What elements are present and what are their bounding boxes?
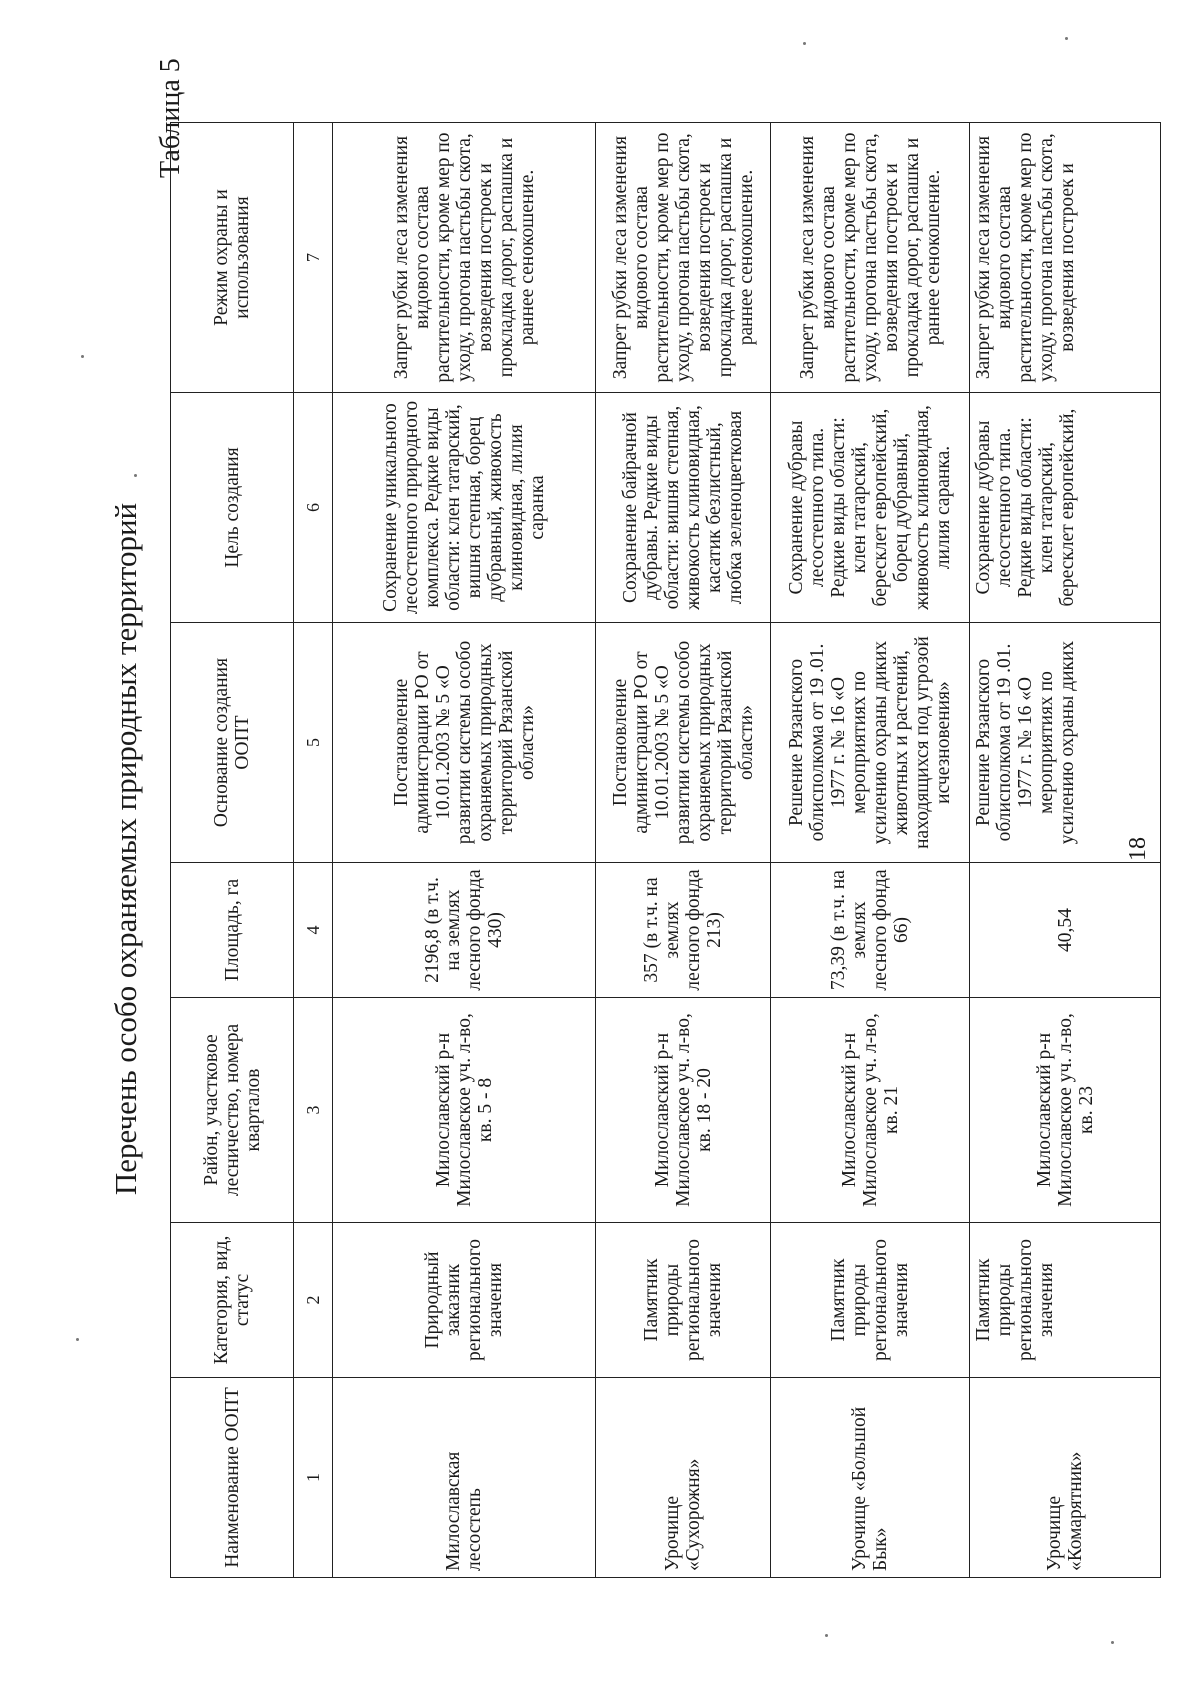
header-cell: Основание создания ООПТ bbox=[171, 623, 294, 863]
cell-basis: Решение Рязанского облисполкома от 19 .01. 1977 г. № 16 «О мероприятиях по усилению охраны диких животных и растений, находящихся под угрозой исчезновения» bbox=[771, 623, 970, 863]
header-cell: Режим охраны и использования bbox=[171, 123, 294, 393]
header-cell: Цель создания bbox=[171, 393, 294, 623]
table-caption: Таблица 5 bbox=[155, 58, 186, 178]
column-number: 3 bbox=[294, 998, 333, 1223]
cell-basis: Постановление администрации РО от 10.01.2003 № 5 «О развитии системы особо охраняемых природных территорий Рязанской области» bbox=[596, 623, 771, 863]
column-number-row bbox=[294, 123, 333, 1578]
column-number: 5 bbox=[294, 623, 333, 863]
cell-basis: Постановление администрации РО от 10.01.2003 № 5 «О развитии системы особо охраняемых природных территорий Рязанской области» bbox=[333, 623, 596, 863]
cell-regime: Запрет рубки леса изменения видового состава растительности, кроме мер по уходу, прогона пастьбы скота, возведения построек и прокладка дорог, распашка и раннее сенокошение. bbox=[771, 123, 970, 393]
cell-category: Природный заказник регионального значения bbox=[333, 1223, 596, 1378]
cell-district: Милославский р-н Милославское уч. л-во, кв. 18 - 20 bbox=[596, 998, 771, 1223]
header-cell: Площадь, га bbox=[171, 863, 294, 998]
scan-speck bbox=[76, 1338, 79, 1341]
cell-district: Милославский р-н Милославское уч. л-во, кв. 21 bbox=[771, 998, 970, 1223]
column-number: 4 bbox=[294, 863, 333, 998]
cell-name: Урочище «Сухорожня» bbox=[596, 1378, 771, 1578]
header-row bbox=[171, 123, 294, 1578]
scan-speck bbox=[134, 474, 137, 477]
column-number: 1 bbox=[294, 1378, 333, 1578]
scan-speck bbox=[1111, 1641, 1114, 1644]
cell-regime: Запрет рубки леса изменения видового состава растительности, кроме мер по уходу, прогона пастьбы скота, возведения построек и bbox=[970, 123, 1161, 393]
cell-district: Милославский р-н Милославское уч. л-во, кв. 23 bbox=[970, 998, 1161, 1223]
scan-speck bbox=[1065, 37, 1068, 40]
page-title: Перечень особо охраняемых природных территорий bbox=[108, 502, 143, 1196]
cell-basis: Решение Рязанского облисполкома от 19 .01. 1977 г. № 16 «О мероприятиях по усилению охраны диких bbox=[970, 623, 1161, 863]
header-cell: Категория, вид, статус bbox=[171, 1223, 294, 1378]
column-number: 2 bbox=[294, 1223, 333, 1378]
cell-purpose: Сохранение уникального лесостепного природного комплекса. Редкие виды области: клен татарский, вишня степная, борец дубравный, живокость клиновидная, лилия саранка bbox=[333, 393, 596, 623]
cell-purpose: Сохранение дубравы лесостепного типа. Редкие виды области: клен татарский, бересклет европейский, борец дубравный, живокость клиновидная, лилия саранка. bbox=[771, 393, 970, 623]
cell-category: Памятник природы регионального значения bbox=[771, 1223, 970, 1378]
cell-area: 2196,8 (в т.ч. на землях лесного фонда 430) bbox=[333, 863, 596, 998]
protected-areas-table bbox=[170, 122, 1161, 1578]
scan-speck bbox=[825, 1634, 828, 1637]
cell-name: Урочище «Большой Бык» bbox=[771, 1378, 970, 1578]
header-cell: Район, участковое лесничество, номера кварталов bbox=[171, 998, 294, 1223]
cell-category: Памятник природы регионального значения bbox=[596, 1223, 771, 1378]
cell-category: Памятник природы регионального значения bbox=[970, 1223, 1161, 1378]
page-number: 18 bbox=[1125, 837, 1151, 861]
scan-speck bbox=[81, 355, 84, 358]
cell-area: 73,39 (в т.ч. на землях лесного фонда 66) bbox=[771, 863, 970, 998]
cell-name: Милославская лесостепь bbox=[333, 1378, 596, 1578]
cell-regime: Запрет рубки леса изменения видового состава растительности, кроме мер по уходу, прогона пастьбы скота, возведения построек и прокладка дорог, распашка и раннее сенокошение. bbox=[596, 123, 771, 393]
table-row bbox=[596, 123, 771, 1578]
table-row bbox=[771, 123, 970, 1578]
cell-regime: Запрет рубки леса изменения видового состава растительности, кроме мер по уходу, прогона пастьбы скота, возведения построек и прокладка дорог, распашка и раннее сенокошение. bbox=[333, 123, 596, 393]
cell-purpose: Сохранение байрачной дубравы. Редкие виды области: вишня степная, живокость клиновидная, касатик безлистный, любка зеленоцветковая bbox=[596, 393, 771, 623]
column-number: 7 bbox=[294, 123, 333, 393]
column-number: 6 bbox=[294, 393, 333, 623]
scan-speck bbox=[803, 42, 806, 45]
cell-area: 40,54 bbox=[970, 863, 1161, 998]
cell-name: Урочище «Комарятник» bbox=[970, 1378, 1161, 1578]
cell-purpose: Сохранение дубравы лесостепного типа. Редкие виды области: клен татарский, бересклет европейский, bbox=[970, 393, 1161, 623]
table-row bbox=[333, 123, 596, 1578]
header-cell: Наименование ООПТ bbox=[171, 1378, 294, 1578]
cell-district: Милославский р-н Милославское уч. л-во, кв. 5 - 8 bbox=[333, 998, 596, 1223]
cell-area: 357 (в т.ч. на землях лесного фонда 213) bbox=[596, 863, 771, 998]
